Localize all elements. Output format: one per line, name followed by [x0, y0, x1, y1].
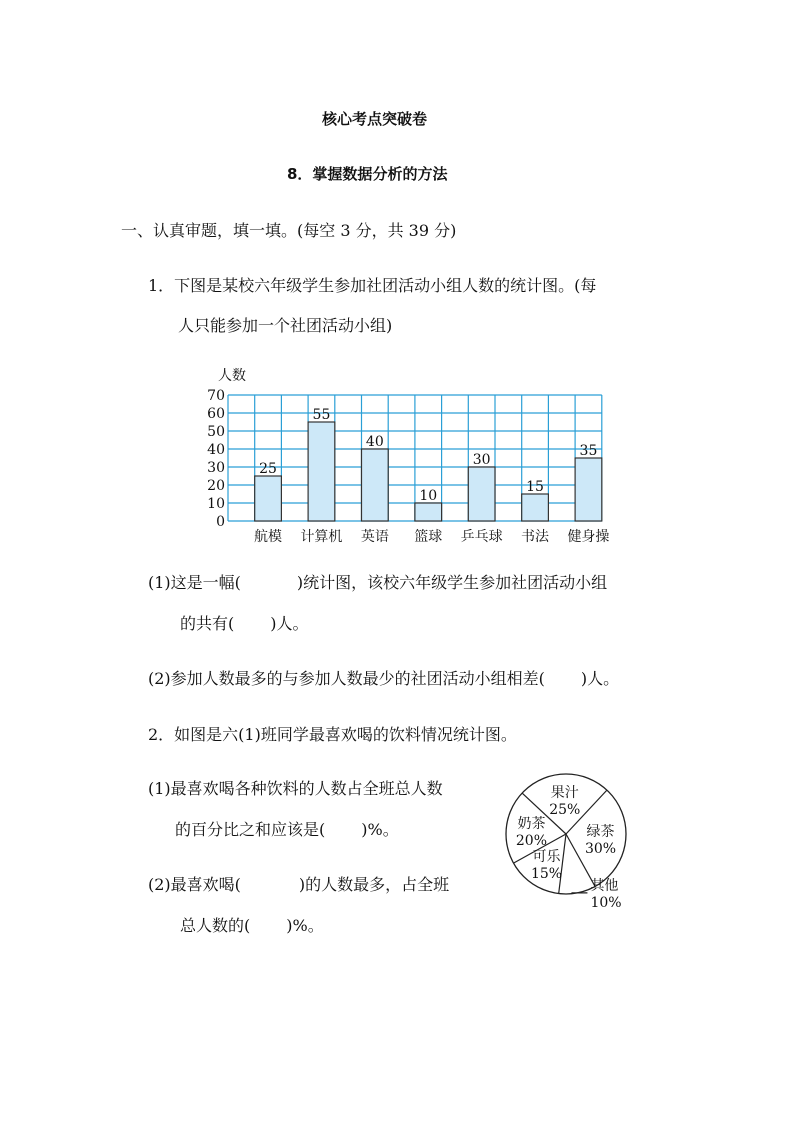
x-tick-label: 计算机	[300, 529, 343, 545]
x-tick-label: 篮球	[414, 529, 443, 545]
pie-slice-label: 其他	[590, 877, 619, 894]
y-tick-label: 50	[207, 424, 225, 440]
bar	[415, 503, 442, 521]
pie-slice-percent: 20%	[515, 832, 548, 849]
x-tick-label: 乒乓球	[460, 529, 503, 545]
q2-sub2-line1	[148, 872, 449, 895]
y-tick-label: 20	[207, 478, 225, 494]
bar	[522, 494, 549, 521]
q1-sub1-text-b: )统计图，该校六年级学生参加社团活动小组	[296, 573, 608, 592]
pie-chart	[500, 770, 700, 911]
q1-sub1-line2	[180, 611, 309, 634]
pie-slice-percent: 10%	[590, 894, 622, 911]
q2-sub1-text-c: )%。	[361, 820, 399, 839]
q2-sub2-text-d: )%。	[286, 916, 324, 935]
bar	[362, 449, 389, 521]
bar-chart	[200, 360, 630, 550]
bar-value-label: 25	[259, 461, 277, 477]
q2-sub2-text-c: 总人数的(	[180, 916, 251, 935]
pie-slice-label: 可乐	[532, 848, 561, 865]
y-tick-label: 60	[207, 406, 225, 422]
q2-sub2-text-b: )的人数最多，占全班	[298, 875, 450, 894]
q1-sub1-text-d: )人。	[270, 614, 309, 633]
q1-sub1-line1	[148, 570, 607, 593]
q1-sub2-line	[148, 666, 619, 689]
q1-sub2-text-b: )人。	[580, 669, 620, 688]
pie-slice-label: 绿茶	[586, 824, 615, 841]
q1-sub1-text-c: 的共有(	[180, 614, 235, 633]
pie-slice-percent: 15%	[530, 865, 563, 882]
bar-value-label: 55	[312, 407, 331, 423]
y-tick-label: 30	[207, 460, 225, 476]
x-tick-label: 书法	[521, 529, 550, 545]
q1-sub1-text-a: (1)这是一幅(	[148, 573, 241, 592]
pie-slice-percent: 25%	[549, 802, 581, 819]
page-subtitle: 8．掌握数据分析的方法	[287, 165, 448, 183]
page-title: 核心考点突破卷	[322, 110, 428, 128]
bar	[575, 458, 602, 521]
bar-value-label: 10	[419, 488, 438, 504]
q1-stem-line2: 人只能参加一个社团活动小组)	[178, 316, 393, 335]
bar-value-label: 35	[579, 443, 598, 459]
q2-sub1-line2	[175, 817, 399, 840]
y-tick-label: 10	[207, 496, 225, 512]
x-tick-label: 航模	[254, 529, 283, 545]
pie-slice-label: 果汁	[550, 785, 579, 802]
section-heading: 一、认真审题，填一填。(每空 3 分，共 39 分)	[121, 221, 457, 240]
q1-sub2-text-a: (2)参加人数最多的与参加人数最少的社团活动小组相差(	[148, 669, 545, 688]
pie-slice-percent: 30%	[584, 841, 617, 858]
y-tick-label: 70	[207, 388, 225, 404]
x-tick-label: 英语	[360, 529, 389, 545]
y-tick-label: 0	[216, 514, 225, 530]
q2-sub1-line1: (1)最喜欢喝各种饮料的人数占全班总人数	[148, 779, 443, 798]
bar	[308, 422, 335, 521]
q1-stem-line1: 1．下图是某校六年级学生参加社团活动小组人数的统计图。(每	[148, 276, 597, 295]
bar-value-label: 40	[365, 434, 384, 450]
q2-stem: 2．如图是六(1)班同学最喜欢喝的饮料情况统计图。	[148, 725, 517, 744]
y-tick-label: 40	[207, 442, 225, 458]
bar	[468, 467, 495, 521]
bar-value-label: 30	[472, 452, 491, 468]
bar	[255, 476, 282, 521]
y-axis-label: 人数	[218, 368, 246, 384]
q2-sub2-text-a: (2)最喜欢喝(	[148, 875, 241, 894]
bar-value-label: 15	[526, 479, 544, 495]
q2-sub1-text-b: 的百分比之和应该是(	[175, 820, 326, 839]
x-tick-label: 健身操	[567, 529, 610, 545]
pie-slice-label: 奶茶	[517, 815, 546, 832]
q2-sub2-line2	[180, 913, 324, 936]
